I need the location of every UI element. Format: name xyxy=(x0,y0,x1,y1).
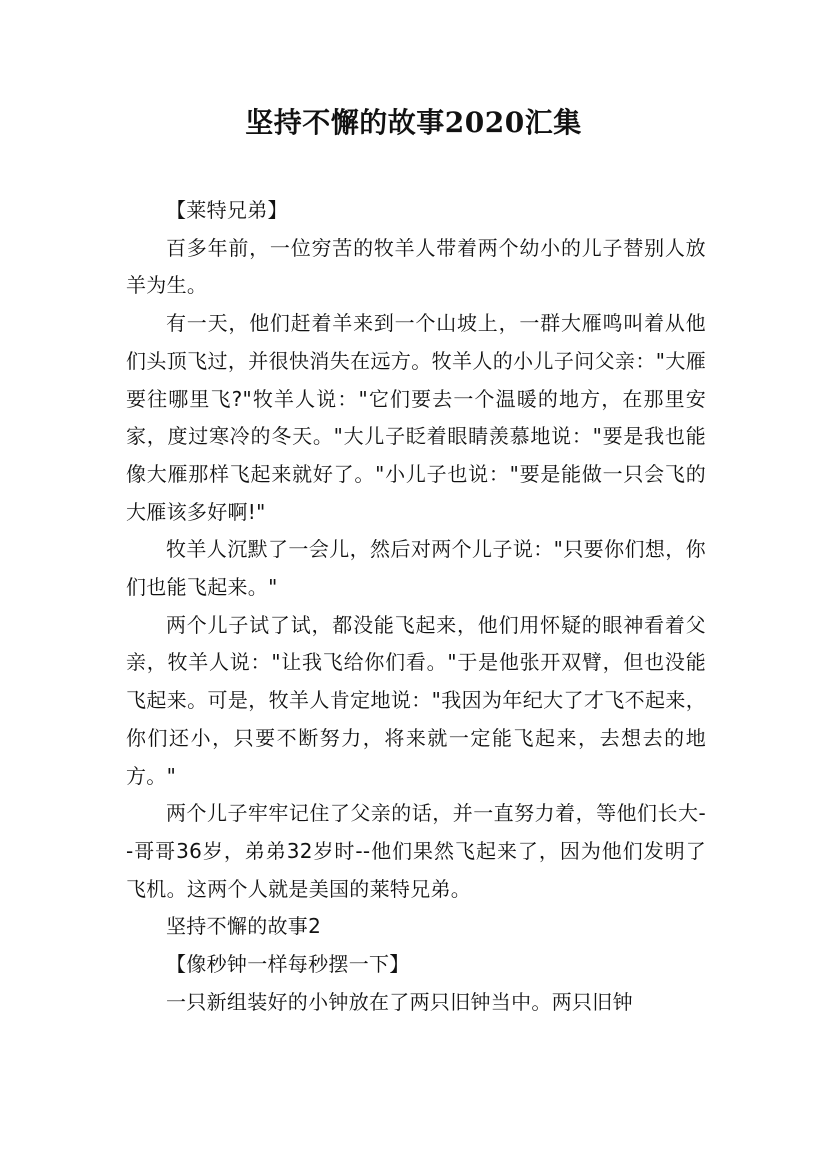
paragraph: 有一天，他们赶着羊来到一个山坡上，一群大雁鸣叫着从他们头顶飞过，并很快消失在远方。牧羊人的小儿子问父亲："大雁要往哪里飞?"牧羊人说："它们要去一个温暖的地方，在那里安家，度过寒冷的冬天。"大儿子眨着眼睛羡慕地说："要是我也能像大雁那样飞起来就好了。"小儿子也说："要是能做一只会飞的大雁该多好啊!" xyxy=(126,311,706,524)
document-body xyxy=(126,192,706,1021)
section-heading: 【像秒钟一样每秒摆一下】 xyxy=(166,952,410,977)
paragraph: 一只新组装好的小钟放在了两只旧钟当中。两只旧钟 xyxy=(166,989,633,1014)
paragraph: 两个儿子试了试，都没能飞起来，他们用怀疑的眼神看着父亲，牧羊人说："让我飞给你们看。"于是他张开双臂，但也没能飞起来。可是，牧羊人肯定地说："我因为年纪大了才飞不起来，你们还小，只要不断努力，将来就一定能飞起来，去想去的地方。" xyxy=(126,612,706,788)
section-heading: 【莱特兄弟】 xyxy=(166,198,288,222)
paragraph: 两个儿子牢牢记住了父亲的话，并一直努力着，等他们长大--哥哥36岁，弟弟32岁时--他们果然飞起来了，因为他们发明了飞机。这两个人就是美国的莱特兄弟。 xyxy=(126,801,706,901)
paragraph: 牧羊人沉默了一会儿，然后对两个儿子说："只要你们想，你们也能飞起来。" xyxy=(126,537,706,600)
document-title: 坚持不懈的故事2020汇集 xyxy=(245,106,582,139)
story-subtitle: 坚持不懈的故事2 xyxy=(166,914,322,939)
paragraph: 百多年前，一位穷苦的牧羊人带着两个幼小的儿子替别人放羊为生。 xyxy=(126,235,706,298)
